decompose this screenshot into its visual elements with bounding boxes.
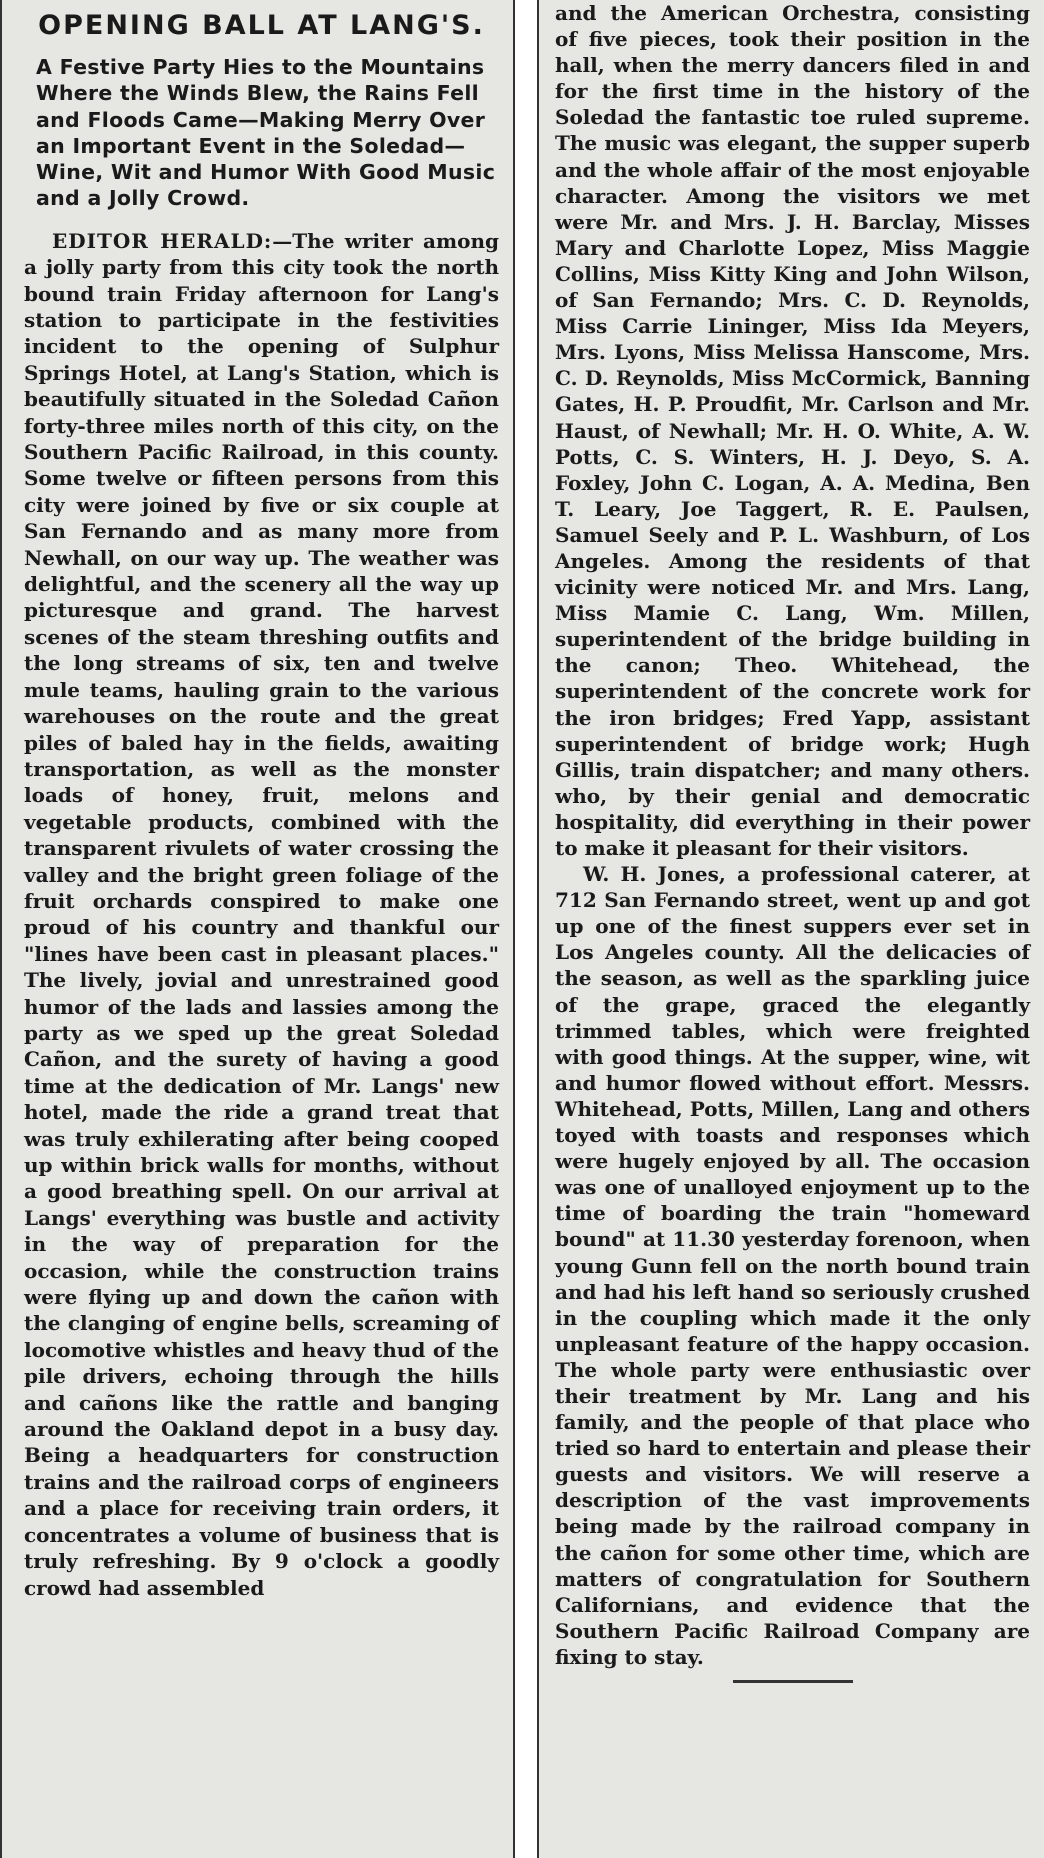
right-column xyxy=(537,0,1044,1858)
left-column xyxy=(0,0,515,1858)
subheadline: A Festive Party Hies to the Mountains Where the Winds Blew, the Rains Fell and Floods Came—Making Merry Over an Important Event in the Soledad—Wine, Wit and Humor With Good Music and a Jolly Crowd. xyxy=(36,55,496,211)
end-rule xyxy=(733,1680,853,1683)
salutation: EDITOR HERALD: xyxy=(52,228,273,253)
paragraph-1-text: —The writer among a jolly party from this city took the north bound train Friday afternoon for Lang's station to participate in the festivities incident to the opening of Sulphur Springs Hotel, at Lang's Station, which is beautifully situated in the Soledad Cañon forty-three miles north of this city, on the Southern Pacific Railroad, in this county. Some twelve or fifteen persons from this city were joined by five or six couple at San Fernando and as many more from Newhall, on our way up. The weather was delightful, and the scenery all the way up picturesque and grand. The harvest scenes of the steam threshing outfits and the long streams of six, ten and twelve mule teams, hauling grain to the various warehouses on the route and the great piles of baled hay in the fields, awaiting transportation, as well as the monster loads of honey, fruit, melons and vegetable products, combined with the transparent rivulets of water crossing the valley and the bright green foliage of the fruit orchards conspired to make one proud of his country and thankful our "lines have been cast in pleasant places." The lively, jovial and unrestrained good humor of the lads and lassies among the party as we sped up the great Soledad Cañon, and the surety of having a good time at the dedication of Mr. Langs' new hotel, made the ride a grand treat that was truly exhilerating after being cooped up within brick walls for months, without a good breathing spell. On our arrival at Langs' everything was bustle and activity in the way of preparation for the occasion, while the construction trains were flying up and down the cañon with the clanging of engine bells, screaming of locomotive whistles and heavy thud of the pile drivers, echoing through the hills and cañons like the rattle and banging around the Oakland depot in a busy day. Being a headquarters for construction trains and the railroad corps of engineers and a place for receiving train orders, it concentrates a volume of business that is truly refreshing. By 9 o'clock a goodly crowd had assembled xyxy=(24,228,499,1600)
article-paragraph-1 xyxy=(24,228,499,1601)
article-paragraph-2: W. H. Jones, a professional caterer, at 712 San Fernando street, went up and got up one of the finest suppers ever set in Los Angeles county. All the delicacies of the season, as well as the sparkling juice of the grape, graced the elegantly trimmed tables, which were freighted with good things. At the supper, wine, wit and humor flowed without effort. Messrs. Whitehead, Potts, Millen, Lang and others toyed with toasts and responses which were hugely enjoyed by all. The occasion was one of unalloyed enjoyment up to the time of boarding the train "homeward bound" at 11.30 yesterday forenoon, when young Gunn fell on the north bound train and had his left hand so seriously crushed in the coupling which made it the only unpleasant feature of the happy occasion. The whole party were enthusiastic over their treatment by Mr. Lang and his family, and the people of that place who tried so hard to entertain and please their guests and visitors. We will reserve a description of the vast improvements being made by the railroad company in the cañon for some other time, which are matters of congratulation for Southern Californians, and evidence that the Southern Pacific Railroad Company are fixing to stay. xyxy=(555,862,1030,1669)
article-paragraph-1-continued: and the American Orchestra, consisting of five pieces, took their position in the hall, when the merry dancers filed in and for the first time in the history of the Soledad the fantastic toe ruled supreme. The music was elegant, the supper superb and the whole affair of the most enjoyable character. Among the visitors we met were Mr. and Mrs. J. H. Barclay, Misses Mary and Charlotte Lopez, Miss Maggie Collins, Miss Kitty King and John Wilson, of San Fernando; Mrs. C. D. Reynolds, Miss Carrie Lininger, Miss Ida Meyers, Mrs. Lyons, Miss Melissa Hanscome, Mrs. C. D. Reynolds, Miss McCormick, Banning Gates, H. P. Proudfit, Mr. Carlson and Mr. Haust, of Newhall; Mr. H. O. White, A. W. Potts, C. S. Winters, H. J. Deyo, S. A. Foxley, John C. Logan, A. A. Medina, Ben T. Leary, Joe Taggert, R. E. Paulsen, Samuel Seely and P. L. Washburn, of Los Angeles. Among the residents of that vicinity were noticed Mr. and Mrs. Lang, Miss Mamie C. Lang, Wm. Millen, superintendent of the bridge building in the canon; Theo. Whitehead, the superintendent of the concrete work for the iron bridges; Fred Yapp, assistant superintendent of bridge work; Hugh Gillis, train dispatcher; and many others. who, by their genial and democratic hospitality, did everything in their power to make it pleasant for their visitors. xyxy=(555,1,1030,860)
headline: OPENING BALL AT LANG'S. xyxy=(38,10,485,41)
